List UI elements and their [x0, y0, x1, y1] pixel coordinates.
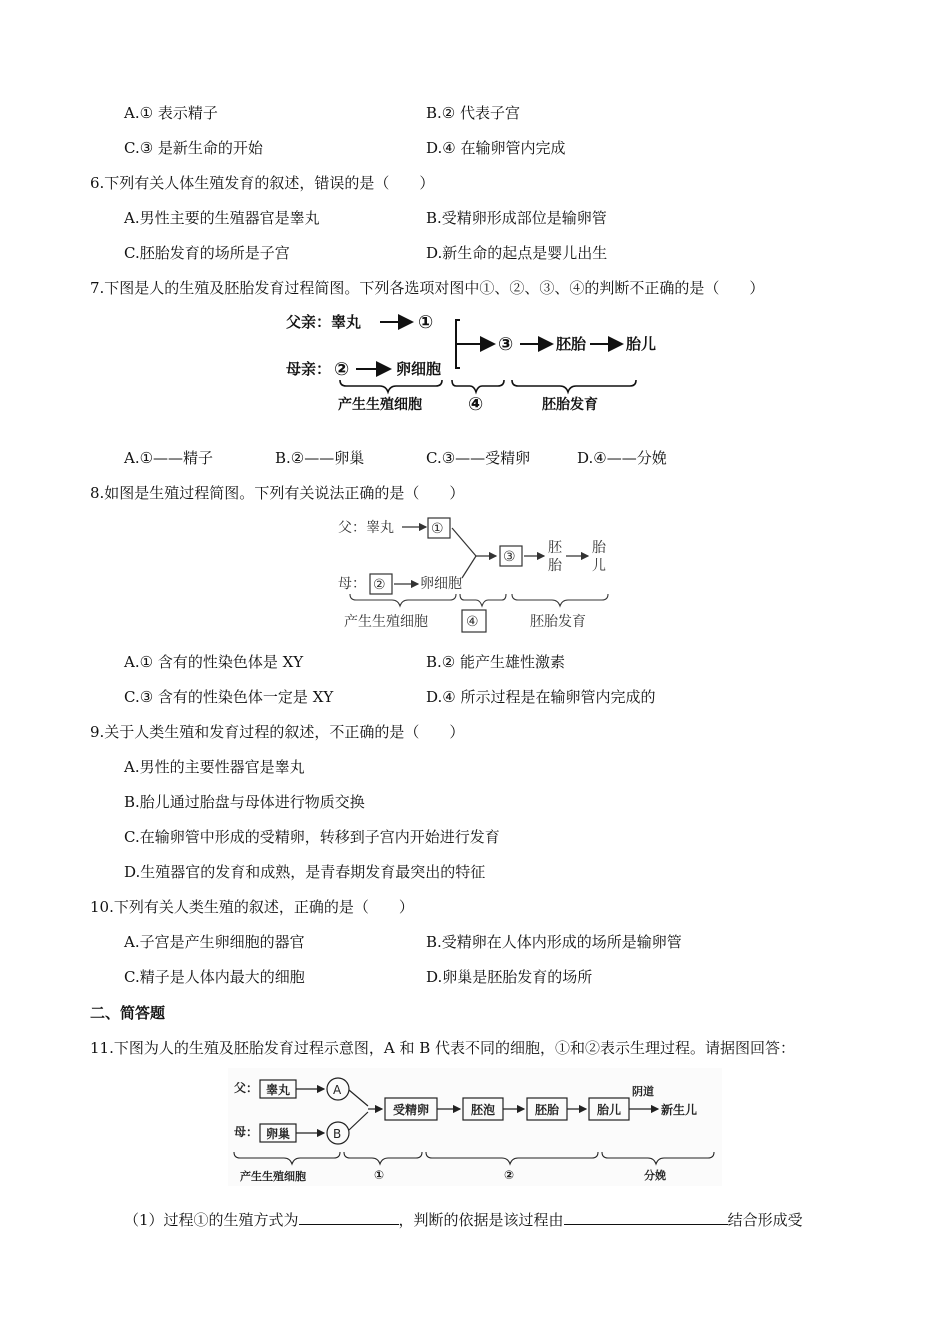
q11-label-birth: 分娩 [644, 1169, 666, 1182]
q11-ovary-box: 卵巢 [266, 1127, 291, 1141]
q8-box-4: ④ [466, 614, 479, 630]
q11-testis-box: 睾丸 [266, 1083, 291, 1097]
q10-option-d: D.卵巢是胚胎发育的场所 [426, 968, 593, 986]
q11-sub1-prefix: （1）过程①的生殖方式为 [124, 1211, 299, 1229]
answer-blank-2[interactable] [564, 1208, 728, 1225]
q11-cell-a: A [333, 1083, 342, 1097]
q6-stem: 6.下列有关人体生殖发育的叙述，错误的是（ ） [90, 174, 435, 192]
q7-mother-label: 母亲： [286, 360, 332, 378]
q8-option-a: A.① 含有的性染色体是 XY [124, 653, 304, 671]
q5-option-d: D.④ 在输卵管内完成 [426, 139, 566, 157]
q7-circle-2: ② [334, 359, 350, 380]
section-heading: 二、简答题 [90, 1004, 166, 1022]
q8-egg-label: 卵细胞 [420, 576, 462, 592]
q11-process-2: ② [504, 1168, 515, 1182]
q8-label-dev: 胚胎发育 [530, 614, 586, 630]
q11-figure [228, 1068, 722, 1190]
q10-stem: 10.下列有关人类生殖的叙述，正确的是（ ） [90, 898, 414, 916]
q5-option-b: B.② 代表子宫 [426, 104, 521, 122]
q6-option-c: C.胚胎发育的场所是子宫 [124, 244, 290, 262]
q8-box-3: ③ [503, 549, 516, 565]
q8-label-cells: 产生生殖细胞 [344, 614, 428, 630]
q7-label-dev: 胚胎发育 [542, 397, 598, 413]
q8-mother-label: 母： [338, 576, 366, 592]
q11-sub1 [124, 1208, 803, 1230]
q11-newborn-label: 新生儿 [661, 1103, 698, 1117]
q11-fetus-box: 胎儿 [597, 1103, 622, 1117]
q9-stem: 9.关于人类生殖和发育过程的叙述，不正确的是（ ） [90, 723, 465, 741]
q10-option-b: B.受精卵在人体内形成的场所是输卵管 [426, 933, 682, 951]
q9-option-a: A.男性的主要性器官是睾丸 [124, 758, 305, 776]
q10-option-a: A.子宫是产生卵细胞的器官 [124, 933, 305, 951]
q7-option-c: C.③——受精卵 [426, 449, 531, 467]
q8-figure [330, 510, 630, 642]
q11-vagina-label: 阴道 [632, 1085, 654, 1098]
q7-embryo-label: 胚胎 [556, 335, 587, 353]
q8-option-c: C.③ 含有的性染色体一定是 XY [124, 688, 334, 706]
q8-box-2: ② [373, 577, 386, 593]
q5-option-a: A.① 表示精子 [124, 104, 218, 122]
q7-egg-label: 卵细胞 [396, 360, 442, 378]
q5-option-c: C.③ 是新生命的开始 [124, 139, 263, 157]
q9-option-b: B.胎儿通过胎盘与母体进行物质交换 [124, 793, 365, 811]
q7-father-label: 父亲：睾丸 [286, 313, 362, 331]
q7-option-b: B.②——卵巢 [275, 449, 365, 467]
q6-option-a: A.男性主要的生殖器官是睾丸 [124, 209, 320, 227]
q7-option-a: A.①——精子 [124, 449, 214, 467]
q7-fetus-label: 胎儿 [626, 335, 657, 353]
q11-label-cells: 产生生殖细胞 [240, 1170, 306, 1183]
q7-option-d: D.④——分娩 [577, 449, 667, 467]
q9-option-c: C.在输卵管中形成的受精卵，转移到子宫内开始进行发育 [124, 828, 500, 846]
q8-embryo-char-1: 胚 [548, 540, 562, 556]
q11-father-label: 父： [234, 1081, 259, 1095]
q11-embryo-box: 胚胎 [535, 1103, 560, 1117]
q10-option-c: C.精子是人体内最大的细胞 [124, 968, 305, 986]
q9-option-d: D.生殖器官的发育和成熟，是青春期发育最突出的特征 [124, 863, 486, 881]
q8-father-label: 父：睾丸 [338, 520, 394, 536]
q8-embryo-char-2: 胎 [548, 558, 562, 574]
q11-mother-label: 母： [234, 1125, 259, 1139]
q7-circle-1: ① [418, 312, 434, 333]
q7-figure [280, 306, 680, 422]
q8-stem: 8.如图是生殖过程简图。下列有关说法正确的是（ ） [90, 484, 465, 502]
q8-fetus-char-2: 儿 [592, 558, 606, 574]
q7-label-cells: 产生生殖细胞 [338, 397, 422, 413]
q11-stem: 11.下图为人的生殖及胚胎发育过程示意图，A 和 B 代表不同的细胞，①和②表示生理过程。请据图回答： [90, 1039, 796, 1057]
q7-stem: 7.下图是人的生殖及胚胎发育过程简图。下列各选项对图中①、②、③、④的判断不正确的是（ ） [90, 279, 765, 297]
q8-fetus-char-1: 胎 [592, 540, 606, 556]
q11-sub1-suffix: 结合形成受 [727, 1211, 803, 1229]
answer-blank-1[interactable] [299, 1208, 399, 1225]
q11-blastocyst-box: 胚泡 [471, 1103, 496, 1117]
q8-option-d: D.④ 所示过程是在输卵管内完成的 [426, 688, 656, 706]
q11-process-1: ① [374, 1168, 385, 1182]
q11-sub1-middle: ，判断的依据是该过程由 [398, 1211, 564, 1229]
q11-cell-b: B [333, 1127, 342, 1141]
q7-circle-4: ④ [468, 394, 484, 415]
q11-zygote-box: 受精卵 [393, 1103, 430, 1117]
q8-option-b: B.② 能产生雄性激素 [426, 653, 566, 671]
q6-option-b: B.受精卵形成部位是输卵管 [426, 209, 607, 227]
q6-option-d: D.新生命的起点是婴儿出生 [426, 244, 608, 262]
q8-box-1: ① [431, 521, 444, 537]
q7-circle-3: ③ [498, 334, 514, 355]
